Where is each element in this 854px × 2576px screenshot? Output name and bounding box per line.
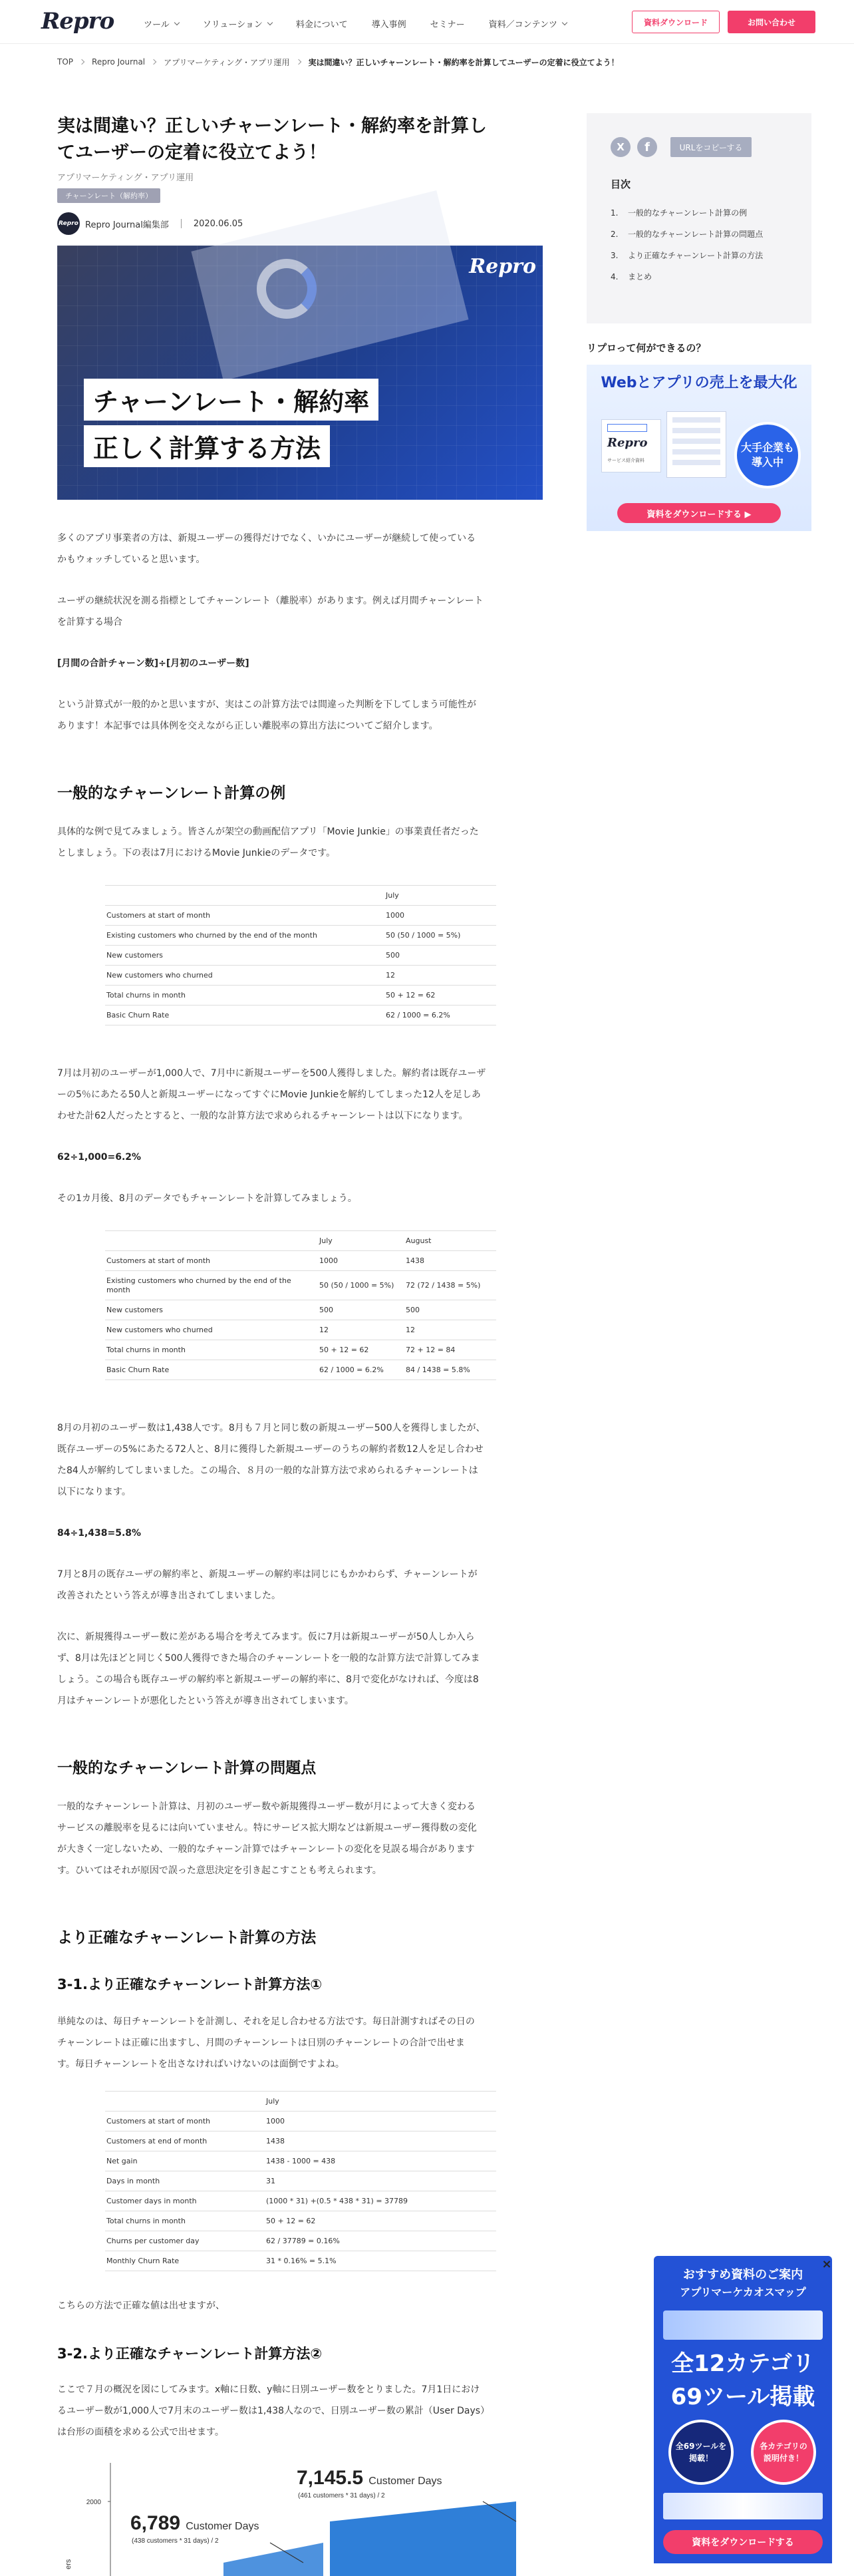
table-row: New customers 500 500	[105, 1300, 496, 1320]
ad-badge: 大手企業も 導入中	[734, 422, 801, 488]
hero-image	[57, 246, 543, 500]
ad-card-text: サービス紹介資料	[607, 458, 644, 463]
data-table-july	[105, 885, 496, 1025]
table-row: New customers who churned 12 12	[105, 1320, 496, 1340]
data-table-july-august	[105, 1230, 496, 1380]
toc-item[interactable]: 3. より正確なチャーンレート計算の方法	[611, 251, 764, 260]
subsection-heading: 3-2.より正確なチャーンレート計算方法②	[57, 2346, 323, 2362]
paragraph: 次に、新規獲得ユーザー数に差がある場合を考えてみます。仮に7月は新規ユーザーが50人しか入ら ず、8月は先ほどと同じく500人獲得できた場合のチャーンレートを一般的な計算方法で計算してみま しょう。この場合も既存ユーザの解約率と新規ユーザーの解約率に、8月で変化がなければ、今度は8 月はチャーンレートが悪化したという答えが導き出されてしまいます。	[57, 1632, 480, 1706]
breadcrumb-current: 実は間違い？正しいチャーンレート・解約率を計算してユーザーの定着に役立てよう！	[308, 57, 619, 67]
breadcrumb-journal[interactable]: Repro Journal	[92, 57, 146, 67]
contact-button[interactable]: お問い合わせ	[728, 11, 815, 33]
y-axis-label: ers	[65, 2559, 72, 2569]
popup-headline: 69ツール掲載	[670, 2384, 815, 2410]
nav-cases[interactable]	[372, 15, 418, 33]
section-heading: 一般的なチャーンレート計算の例	[57, 785, 286, 802]
table-row: Existing customers who churned by the end of the month 50 (50 / 1000 = 5%)	[105, 926, 496, 946]
share-toc-box	[587, 113, 811, 323]
site-logo[interactable]: Repro	[41, 8, 114, 35]
publish-date: 2020.06.05	[193, 218, 243, 229]
x-share-icon[interactable]: X	[611, 137, 631, 157]
toc-item[interactable]: 2. 一般的なチャーンレート計算の問題点	[611, 230, 764, 239]
ad-document-card	[601, 419, 661, 472]
promo-heading: リプロって何ができるの？	[587, 342, 706, 354]
popup-headline: 全12カテゴリ	[671, 2350, 815, 2377]
section-heading: より正確なチャーンレート計算の方法	[57, 1929, 317, 1946]
table-row: Basic Churn Rate 62 / 1000 = 6.2% 84 / 1438 = 5.8%	[105, 1360, 496, 1380]
table-row: Days in month 31	[105, 2171, 496, 2191]
chevron-down-icon	[267, 20, 273, 25]
paragraph: ここで７月の概況を図にしてみます。x軸に日数、y軸に日別ユーザー数をとりました。7月1日におけ るユーザー数が1,000人で7月末のユーザー数は1,438人なので、日別ユーザー数の累計（User Days） は台形の面積を求める公式で出せます。	[57, 2384, 490, 2438]
area-region-7145	[330, 2501, 516, 2576]
paragraph: 7月と8月の既存ユーザの解約率と、新規ユーザーの解約率は同じにもかかわらず、チャーンレートが 改善されたという答えが導き出されてしまいました。	[57, 1569, 478, 1601]
paragraph: という計算式が一般的かと思いますが、実はこの計算方法では間違った判断を下してしまう可能性が あります！本記事では具体例を交えながら正しい離脱率の算出方法についてご紹介します。	[57, 699, 476, 731]
popup-heading: おすすめ資料のご案内	[682, 2268, 803, 2282]
pie-chart-icon	[257, 259, 317, 319]
chevron-right-icon	[295, 59, 301, 65]
nav-label: セミナー	[430, 20, 465, 30]
chevron-down-icon	[174, 20, 180, 25]
table-row: Net gain 1438 - 1000 = 438	[105, 2151, 496, 2171]
ad-screenshot	[666, 411, 726, 478]
annotation-2: 6,789 Customer Days	[130, 2512, 259, 2534]
article-title	[57, 113, 543, 166]
nav-label: 料金について	[295, 20, 348, 30]
table-row: Total churns in month 50 + 12 = 62 72 + 12 = 84	[105, 1340, 496, 1360]
table-row: New customers 500	[105, 946, 496, 966]
hero-caption-line: 正しく計算する方法	[84, 425, 330, 467]
paragraph: 単純なのは、毎日チャーンレートを計測し、それを足し合わせる方法です。毎日計測すればその日の チャーンレートは正確に出ますし、月間のチャーンレートは日別のチャーンレートの合計で出せま す。毎日チャーンレートを出さなければいけないのは面倒ですよね。	[57, 2016, 475, 2070]
toc-title: 目次	[611, 178, 631, 190]
table-header: July August	[105, 1231, 496, 1251]
title-line: てユーザーの定着に役立てよう！	[57, 142, 327, 163]
nav-resources[interactable]	[489, 15, 579, 33]
paragraph: 多くのアプリ事業者の方は、新規ユーザーの獲得だけでなく、いかにユーザーが継続して使っている かもウォッチしていると思います。	[57, 533, 476, 565]
title-line: 実は間違い？正しいチャーンレート・解約率を計算し	[57, 116, 487, 136]
formula: [月間の合計チャーン数]÷[月初のユーザー数]	[57, 658, 249, 669]
paragraph: 7月は月初のユーザーが1,000人で、7月中に新規ユーザーを500人獲得しました。解約者は既存ユーザ ーの5％にあたる50人と新規ユーザーになってすぐにMovie Junkieを解約してしまった12人を足しあ わせた計62人だったとすると、一般的な計算方法で求められるチャーンレートは以下になります。	[57, 1068, 486, 1121]
toc-list	[611, 206, 790, 291]
table-row: Churns per customer day 62 / 37789 = 0.16%	[105, 2231, 496, 2251]
y-tick-label: 2000	[86, 2499, 101, 2506]
main-nav	[144, 15, 591, 33]
ad-card-logo: Repro	[607, 436, 648, 450]
breadcrumb-category[interactable]: アプリマーケティング・アプリ運用	[164, 57, 290, 67]
nav-label: ソリューション	[202, 20, 263, 30]
paragraph: 8月の月初のユーザー数は1,438人です。8月も７月と同じ数の新規ユーザー500人を獲得しましたが、 既存ユーザーの5%にあたる72人と、8月に獲得した新規ユーザーのうちの解約者数12人を足し合わせ た84人が解約してしまいました。この場合、８月の一般的な計算方法で求められるチャーンレートは 以下になります。	[57, 1423, 486, 1497]
popup-preview-image	[663, 2493, 823, 2519]
table-row: Existing customers who churned by the end of the month 50 (50 / 1000 = 5%) 72 (72 / 1438 = 5%)	[105, 1271, 496, 1300]
annotation-1: 7,145.5 Customer Days	[297, 2467, 442, 2489]
paragraph: その1カ月後、8月のデータでもチャーンレートを計算してみましょう。	[57, 1193, 357, 1204]
table-row: Customer days in month (1000 * 31) +(0.5 * 438 * 31) = 37789	[105, 2191, 496, 2211]
table-row: Customers at start of month 1000	[105, 2112, 496, 2131]
article	[57, 113, 543, 2576]
annotation-2-formula: (438 customers * 31 days) / 2	[132, 2537, 219, 2545]
paragraph: 一般的なチャーンレート計算は、月初のユーザー数や新規獲得ユーザー数が月によって大きく変わる サービスの離脱率を見るには向いていません。特にサービス拡大期などは新規ユーザー獲得数の変化 が大きく一定しないため、一般的なチャーン計算ではチャーンレートの変化を見誤る場合があります す。ひいてはそれが原因で誤った意思決定を引き起こすことも考えられます。	[57, 1801, 477, 1876]
toc-item[interactable]: 4. まとめ	[611, 272, 652, 281]
data-table-customer-days	[105, 2091, 496, 2271]
article-tag[interactable]: チャーンレート（解約率）	[57, 188, 160, 203]
toc-item[interactable]: 1. 一般的なチャーンレート計算の例	[611, 208, 748, 218]
popup-badge: 全69ツールを 掲載！	[668, 2420, 734, 2485]
sidebar-ad-banner[interactable]	[587, 365, 811, 531]
copy-url-button[interactable]: URLをコピーする	[670, 137, 752, 157]
popup-badge: 各カテゴリの 説明付き！	[751, 2420, 816, 2485]
chevron-right-icon	[151, 59, 156, 65]
nav-label: 資料／コンテンツ	[488, 20, 557, 30]
nav-pricing[interactable]	[296, 15, 360, 33]
breadcrumb	[0, 44, 854, 80]
customer-days-chart	[57, 2463, 543, 2576]
author-name[interactable]: Repro Journal編集部	[85, 220, 169, 230]
chevron-down-icon	[562, 20, 567, 25]
formula: 62÷1,000=6.2%	[57, 1152, 142, 1163]
ad-title: Webとアプリの売上を最大化	[601, 375, 797, 391]
table-header: July	[105, 886, 496, 906]
hero-caption-line: チャーンレート・解約率	[84, 379, 378, 421]
formula: 84÷1,438=5.8%	[57, 1528, 142, 1539]
facebook-share-icon[interactable]: f	[637, 137, 657, 157]
author-avatar: Repro	[57, 212, 80, 235]
table-row: New customers who churned 12	[105, 966, 496, 986]
annotation-1-formula: (461 customers * 31 days) / 2	[298, 2492, 385, 2499]
nav-tools[interactable]	[144, 15, 191, 33]
site-header	[0, 0, 854, 44]
popup-ad[interactable]	[654, 2256, 832, 2563]
hero-logo: Repro	[469, 255, 536, 278]
table-row: Customers at start of month 1000	[105, 906, 496, 926]
popup-download-button[interactable]: 資料をダウンロードする	[663, 2530, 823, 2554]
paragraph: 具体的な例で見てみましょう。皆さんが架空の動画配信アプリ「Movie Junkie」の事業責任者だった としましょう。下の表は7月におけるMovie Junkieのデータです。	[57, 827, 479, 858]
close-icon[interactable]: ×	[821, 2257, 832, 2271]
paragraph: ユーザの継続状況を測る指標としてチャーンレート（離脱率）があります。例えば月間チャーンレート を計算する場合	[57, 596, 484, 628]
ad-card-decoration	[607, 424, 647, 432]
table-row: Total churns in month 50 + 12 = 62	[105, 986, 496, 1006]
nav-seminar[interactable]	[430, 15, 477, 33]
popup-image	[663, 2310, 823, 2340]
chevron-right-icon	[79, 59, 84, 65]
popup-subheading: アプリマーケカオスマップ	[680, 2286, 806, 2299]
nav-label: 導入事例	[371, 20, 406, 30]
table-row: Customers at start of month 1000 1438	[105, 1251, 496, 1271]
article-category[interactable]: アプリマーケティング・アプリ運用	[57, 173, 194, 183]
table-row: Monthly Churn Rate 31 * 0.16% = 5.1%	[105, 2251, 496, 2271]
table-header: July	[105, 2092, 496, 2112]
paragraph: こちらの方法で正確な値は出せますが、	[57, 2300, 225, 2311]
nav-solutions[interactable]	[203, 15, 284, 33]
nav-label: ツール	[144, 20, 170, 30]
table-row: Total churns in month 50 + 12 = 62	[105, 2211, 496, 2231]
table-row: Customers at end of month 1438	[105, 2131, 496, 2151]
ad-download-button[interactable]: 資料をダウンロードする ▶	[617, 503, 781, 523]
subsection-heading: 3-1.より正確なチャーンレート計算方法①	[57, 1976, 323, 1992]
divider	[181, 219, 182, 228]
area-region-6789	[223, 2543, 323, 2576]
download-docs-button[interactable]: 資料ダウンロード	[632, 11, 720, 33]
section-heading: 一般的なチャーンレート計算の問題点	[57, 1759, 317, 1777]
table-row: Basic Churn Rate 62 / 1000 = 6.2%	[105, 1006, 496, 1025]
breadcrumb-top[interactable]: TOP	[57, 57, 74, 67]
